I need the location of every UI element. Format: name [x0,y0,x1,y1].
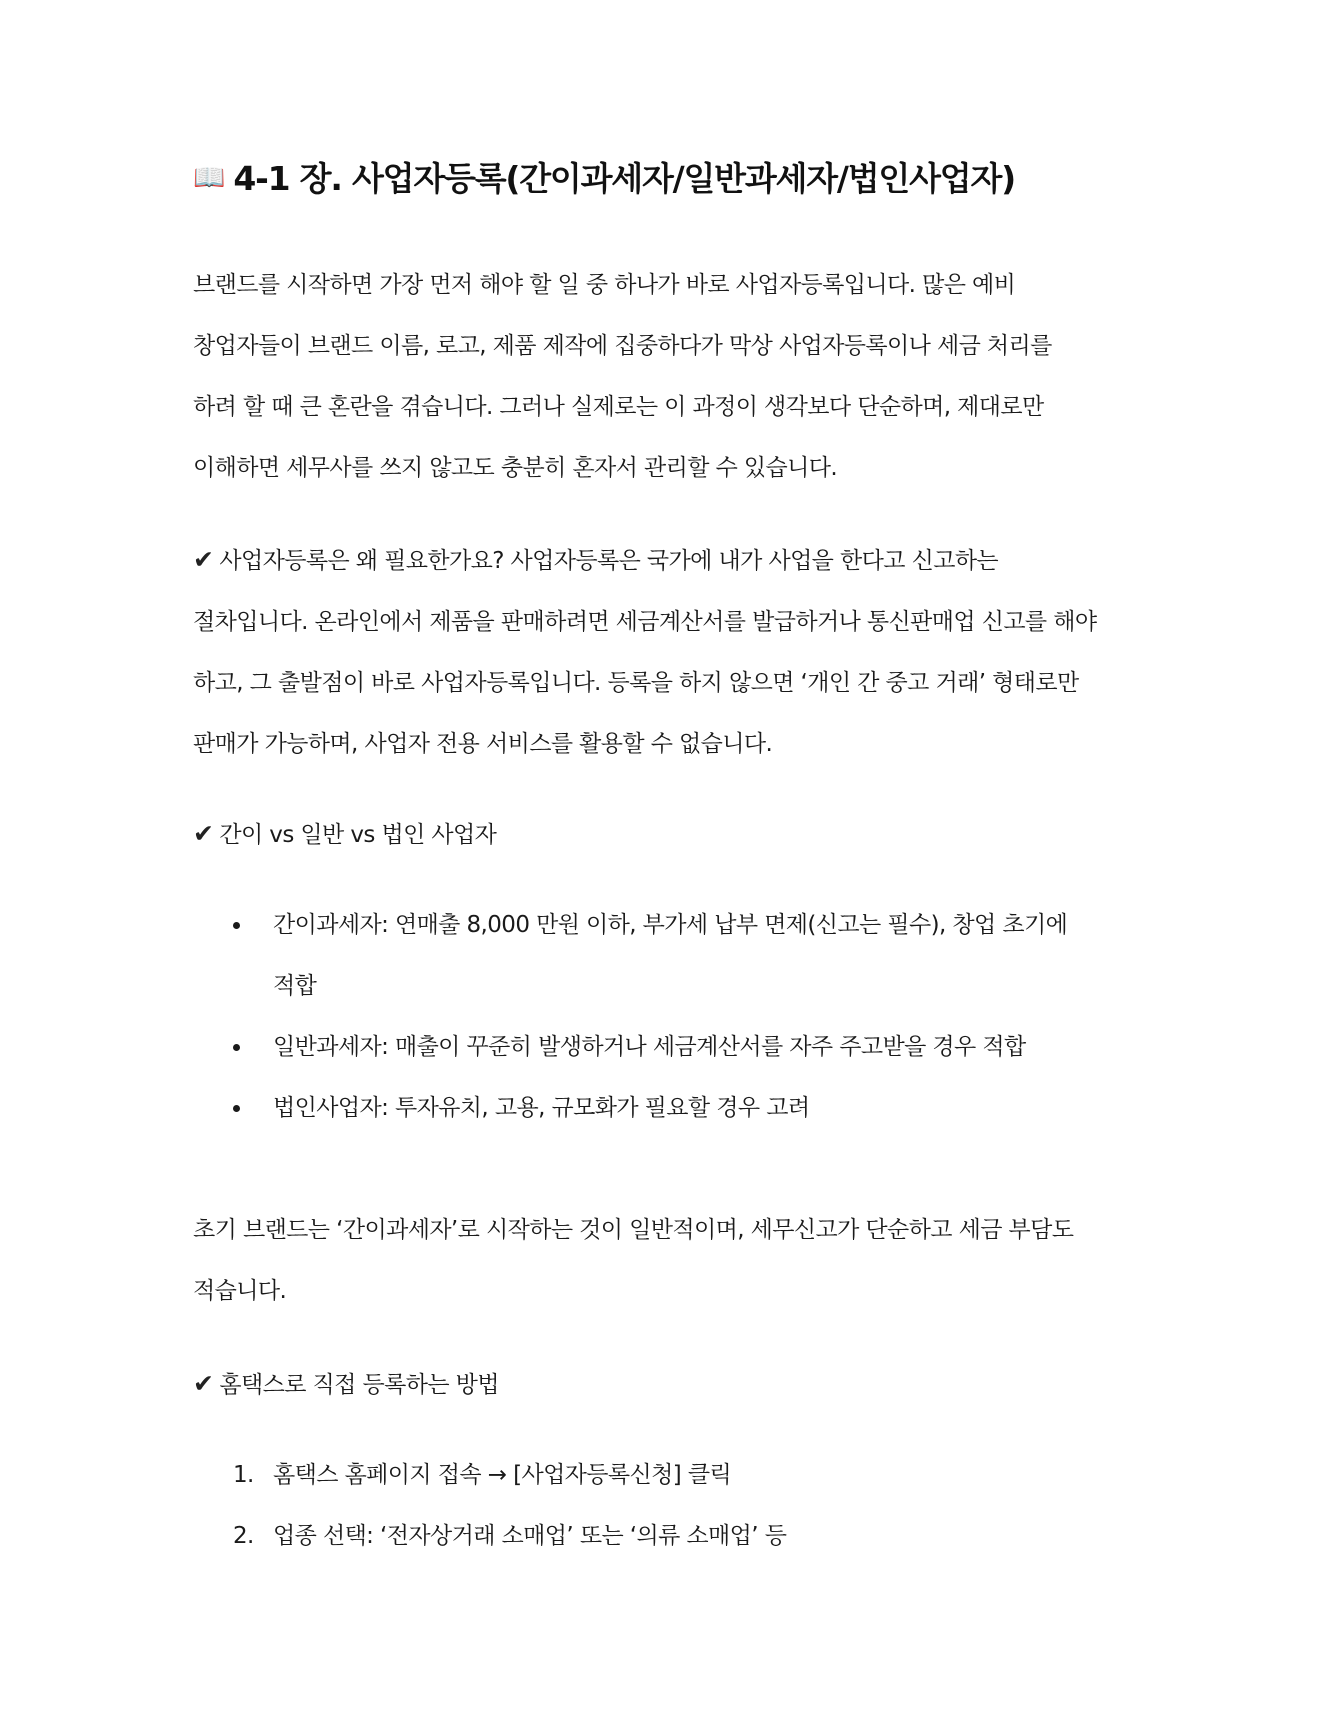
check-mark-icon: ✔ [193,819,214,848]
bullet-icon [233,1105,240,1112]
why-register-line: 절차입니다. 온라인에서 제품을 판매하려면 세금계산서를 발급하거나 통신판매업 신고를 해야 [193,609,1097,635]
list-item-line: 일반과세자: 매출이 꾸준히 발생하거나 세금계산서를 자주 주고받을 경우 적합 [273,1034,1026,1060]
page-title-text: 4-1 장. 사업자등록(간이과세자/일반과세자/법인사업자) [233,159,1016,198]
step-text: 홈택스 홈페이지 접속 → [사업자등록신청] 클릭 [273,1462,732,1488]
why-register-line: 판매가 가능하며, 사업자 전용 서비스를 활용할 수 없습니다. [193,731,773,757]
bullet-icon [233,1044,240,1051]
conclusion-line: 초기 브랜드는 ‘간이과세자’로 시작하는 것이 일반적이며, 세무신고가 단순하고 세금 부담도 [193,1217,1074,1243]
intro-line: 창업자들이 브랜드 이름, 로고, 제품 제작에 집중하다가 막상 사업자등록이나 세금 처리를 [193,333,1052,359]
list-item-line: 간이과세자: 연매출 8,000 만원 이하, 부가세 납부 면제(신고는 필수), 창업 초기에 [273,912,1068,938]
list-item [193,1017,1067,1078]
bullet-icon [233,922,240,929]
step-number: 2. [233,1523,254,1549]
business-types-heading [193,803,496,866]
intro-line: 하려 할 때 큰 혼란을 겪습니다. 그러나 실제로는 이 과정이 생각보다 단순하며, 제대로만 [193,394,1044,420]
step-number: 1. [233,1462,254,1488]
check-mark-icon: ✔ [193,1369,214,1398]
step-text: 업종 선택: ‘전자상거래 소매업’ 또는 ‘의류 소매업’ 등 [273,1523,787,1549]
intro-line: 이해하면 세무사를 쓰지 않고도 충분히 혼자서 관리할 수 있습니다. [193,455,838,481]
list-item [193,895,1067,1017]
intro-line: 브랜드를 시작하면 가장 먼저 해야 할 일 중 하나가 바로 사업자등록입니다. 많은 예비 [193,272,1016,298]
conclusion-paragraph [193,1200,1073,1322]
why-register-paragraph [193,529,1097,775]
list-item [193,1078,1067,1139]
hometax-steps-list [193,1445,786,1567]
list-item [193,1506,786,1567]
business-types-list [193,895,1067,1139]
conclusion-line: 적습니다. [193,1278,287,1304]
hometax-heading-text: 홈택스로 직접 등록하는 방법 [219,1372,499,1398]
intro-paragraph [193,255,1052,499]
list-item-line: 법인사업자: 투자유치, 고용, 규모화가 필요할 경우 고려 [273,1095,810,1121]
why-register-line: 하고, 그 출발점이 바로 사업자등록입니다. 등록을 하지 않으면 ‘개인 간 중고 거래’ 형태로만 [193,670,1079,696]
open-book-icon: 📖 [193,163,226,193]
list-item [193,1445,786,1506]
business-types-heading-text: 간이 vs 일반 vs 법인 사업자 [219,822,497,848]
page-title [193,150,1015,207]
list-item-line: 적합 [273,973,317,999]
why-register-line: 사업자등록은 왜 필요한가요? 사업자등록은 국가에 내가 사업을 한다고 신고하는 [219,548,999,574]
hometax-heading [193,1353,499,1416]
check-mark-icon: ✔ [193,545,214,574]
